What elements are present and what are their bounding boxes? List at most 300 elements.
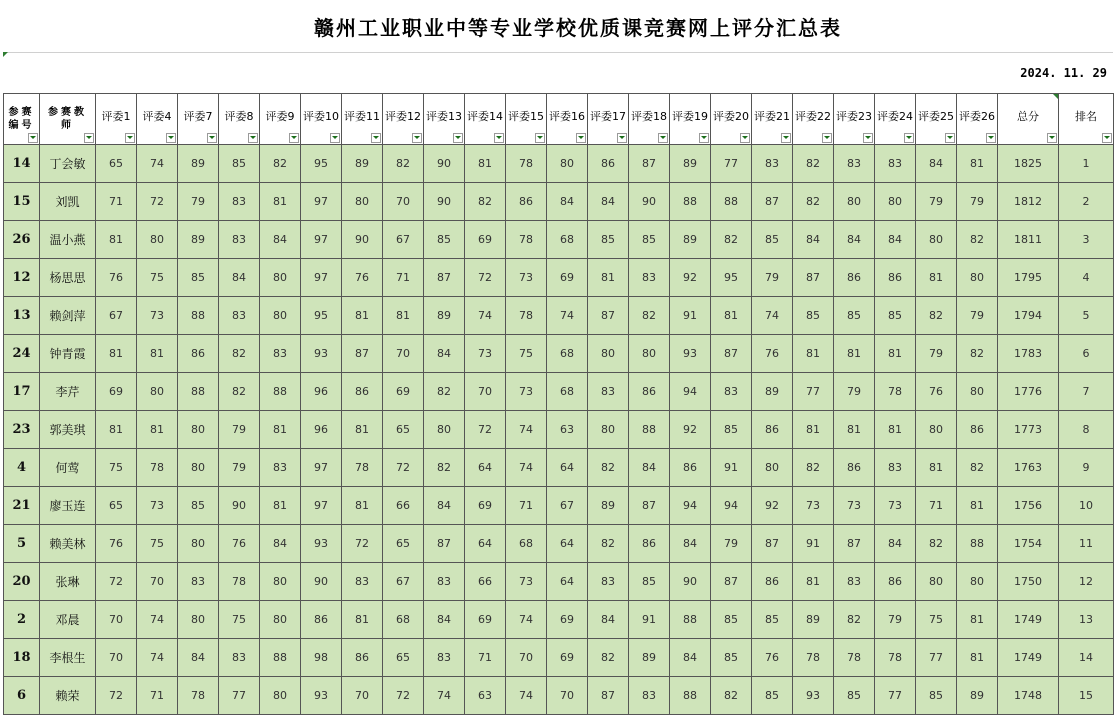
filter-dropdown-icon[interactable] xyxy=(904,133,914,143)
cell-score-judge-16[interactable]: 94 xyxy=(711,487,752,525)
cell-score-judge-14[interactable]: 83 xyxy=(629,259,670,297)
cell-score-judge-2[interactable]: 81 xyxy=(137,411,178,449)
cell-score-judge-13[interactable]: 84 xyxy=(588,601,629,639)
cell-score-judge-3[interactable]: 85 xyxy=(178,487,219,525)
filter-dropdown-icon[interactable] xyxy=(1102,133,1112,143)
cell-score-judge-6[interactable]: 97 xyxy=(301,449,342,487)
cell-score-judge-5[interactable]: 88 xyxy=(260,373,301,411)
cell-score-judge-1[interactable]: 69 xyxy=(96,373,137,411)
cell-total[interactable]: 1776 xyxy=(998,373,1059,411)
cell-name[interactable]: 何莺 xyxy=(40,449,96,487)
cell-score-judge-12[interactable]: 63 xyxy=(547,411,588,449)
cell-score-judge-5[interactable]: 80 xyxy=(260,297,301,335)
cell-score-judge-19[interactable]: 82 xyxy=(834,601,875,639)
cell-score-judge-12[interactable]: 84 xyxy=(547,183,588,221)
cell-score-judge-8[interactable]: 68 xyxy=(383,601,424,639)
cell-score-judge-20[interactable]: 86 xyxy=(875,259,916,297)
cell-name[interactable]: 钟青霞 xyxy=(40,335,96,373)
cell-score-judge-8[interactable]: 81 xyxy=(383,297,424,335)
filter-dropdown-icon[interactable] xyxy=(207,133,217,143)
cell-score-judge-4[interactable]: 83 xyxy=(219,297,260,335)
cell-score-judge-17[interactable]: 86 xyxy=(752,411,793,449)
cell-name[interactable]: 张琳 xyxy=(40,563,96,601)
cell-score-judge-13[interactable]: 83 xyxy=(588,563,629,601)
cell-score-judge-1[interactable]: 70 xyxy=(96,601,137,639)
cell-score-judge-14[interactable]: 85 xyxy=(629,563,670,601)
cell-score-judge-12[interactable]: 69 xyxy=(547,259,588,297)
cell-id[interactable]: 20 xyxy=(4,563,40,601)
cell-score-judge-22[interactable]: 88 xyxy=(957,525,998,563)
cell-score-judge-6[interactable]: 97 xyxy=(301,487,342,525)
cell-total[interactable]: 1750 xyxy=(998,563,1059,601)
cell-score-judge-16[interactable]: 77 xyxy=(711,145,752,183)
cell-id[interactable]: 24 xyxy=(4,335,40,373)
cell-score-judge-15[interactable]: 84 xyxy=(670,639,711,677)
cell-score-judge-1[interactable]: 72 xyxy=(96,677,137,715)
cell-score-judge-13[interactable]: 84 xyxy=(588,183,629,221)
cell-score-judge-8[interactable]: 65 xyxy=(383,639,424,677)
cell-score-judge-21[interactable]: 82 xyxy=(916,297,957,335)
cell-score-judge-6[interactable]: 93 xyxy=(301,335,342,373)
cell-score-judge-7[interactable]: 83 xyxy=(342,563,383,601)
cell-score-judge-20[interactable]: 78 xyxy=(875,373,916,411)
cell-score-judge-13[interactable]: 81 xyxy=(588,259,629,297)
cell-score-judge-2[interactable]: 75 xyxy=(137,259,178,297)
cell-score-judge-2[interactable]: 74 xyxy=(137,639,178,677)
cell-score-judge-10[interactable]: 70 xyxy=(465,373,506,411)
cell-score-judge-20[interactable]: 84 xyxy=(875,221,916,259)
filter-dropdown-icon[interactable] xyxy=(699,133,709,143)
cell-score-judge-11[interactable]: 73 xyxy=(506,563,547,601)
cell-score-judge-6[interactable]: 97 xyxy=(301,221,342,259)
cell-name[interactable]: 郭美琪 xyxy=(40,411,96,449)
cell-score-judge-2[interactable]: 71 xyxy=(137,677,178,715)
cell-score-judge-13[interactable]: 87 xyxy=(588,677,629,715)
cell-score-judge-6[interactable]: 98 xyxy=(301,639,342,677)
cell-score-judge-2[interactable]: 80 xyxy=(137,221,178,259)
cell-score-judge-5[interactable]: 82 xyxy=(260,145,301,183)
cell-rank[interactable]: 8 xyxy=(1059,411,1114,449)
cell-rank[interactable]: 15 xyxy=(1059,677,1114,715)
cell-total[interactable]: 1763 xyxy=(998,449,1059,487)
cell-score-judge-18[interactable]: 89 xyxy=(793,601,834,639)
cell-score-judge-20[interactable]: 83 xyxy=(875,449,916,487)
cell-score-judge-15[interactable]: 94 xyxy=(670,373,711,411)
filter-dropdown-icon[interactable] xyxy=(125,133,135,143)
cell-total[interactable]: 1783 xyxy=(998,335,1059,373)
cell-rank[interactable]: 12 xyxy=(1059,563,1114,601)
cell-score-judge-20[interactable]: 86 xyxy=(875,563,916,601)
cell-score-judge-9[interactable]: 90 xyxy=(424,145,465,183)
cell-score-judge-7[interactable]: 78 xyxy=(342,449,383,487)
cell-score-judge-18[interactable]: 81 xyxy=(793,411,834,449)
cell-score-judge-1[interactable]: 71 xyxy=(96,183,137,221)
cell-score-judge-4[interactable]: 83 xyxy=(219,221,260,259)
cell-score-judge-5[interactable]: 81 xyxy=(260,411,301,449)
cell-score-judge-12[interactable]: 68 xyxy=(547,373,588,411)
cell-score-judge-1[interactable]: 70 xyxy=(96,639,137,677)
cell-score-judge-16[interactable]: 85 xyxy=(711,639,752,677)
cell-score-judge-2[interactable]: 70 xyxy=(137,563,178,601)
filter-dropdown-icon[interactable] xyxy=(248,133,258,143)
cell-total[interactable]: 1749 xyxy=(998,639,1059,677)
cell-score-judge-20[interactable]: 84 xyxy=(875,525,916,563)
cell-score-judge-19[interactable]: 85 xyxy=(834,297,875,335)
cell-name[interactable]: 刘凯 xyxy=(40,183,96,221)
cell-rank[interactable]: 11 xyxy=(1059,525,1114,563)
cell-score-judge-4[interactable]: 76 xyxy=(219,525,260,563)
cell-score-judge-3[interactable]: 88 xyxy=(178,373,219,411)
cell-score-judge-15[interactable]: 90 xyxy=(670,563,711,601)
cell-score-judge-9[interactable]: 82 xyxy=(424,373,465,411)
cell-score-judge-17[interactable]: 87 xyxy=(752,525,793,563)
cell-score-judge-9[interactable]: 84 xyxy=(424,335,465,373)
cell-score-judge-15[interactable]: 86 xyxy=(670,449,711,487)
cell-score-judge-12[interactable]: 69 xyxy=(547,639,588,677)
filter-dropdown-icon[interactable] xyxy=(740,133,750,143)
cell-score-judge-2[interactable]: 80 xyxy=(137,373,178,411)
filter-dropdown-icon[interactable] xyxy=(781,133,791,143)
cell-id[interactable]: 26 xyxy=(4,221,40,259)
cell-score-judge-19[interactable]: 81 xyxy=(834,335,875,373)
cell-score-judge-12[interactable]: 74 xyxy=(547,297,588,335)
cell-rank[interactable]: 14 xyxy=(1059,639,1114,677)
cell-score-judge-21[interactable]: 71 xyxy=(916,487,957,525)
cell-score-judge-14[interactable]: 83 xyxy=(629,677,670,715)
cell-score-judge-17[interactable]: 76 xyxy=(752,639,793,677)
cell-score-judge-3[interactable]: 80 xyxy=(178,449,219,487)
filter-dropdown-icon[interactable] xyxy=(289,133,299,143)
cell-score-judge-11[interactable]: 78 xyxy=(506,221,547,259)
cell-score-judge-14[interactable]: 88 xyxy=(629,411,670,449)
cell-score-judge-22[interactable]: 81 xyxy=(957,601,998,639)
cell-score-judge-15[interactable]: 94 xyxy=(670,487,711,525)
cell-score-judge-10[interactable]: 64 xyxy=(465,525,506,563)
cell-score-judge-17[interactable]: 80 xyxy=(752,449,793,487)
filter-dropdown-icon[interactable] xyxy=(535,133,545,143)
cell-id[interactable]: 6 xyxy=(4,677,40,715)
cell-name[interactable]: 赖美林 xyxy=(40,525,96,563)
cell-total[interactable]: 1749 xyxy=(998,601,1059,639)
cell-score-judge-9[interactable]: 89 xyxy=(424,297,465,335)
cell-score-judge-3[interactable]: 88 xyxy=(178,297,219,335)
cell-id[interactable]: 2 xyxy=(4,601,40,639)
cell-score-judge-10[interactable]: 64 xyxy=(465,449,506,487)
cell-score-judge-2[interactable]: 74 xyxy=(137,145,178,183)
cell-score-judge-7[interactable]: 80 xyxy=(342,183,383,221)
cell-score-judge-8[interactable]: 72 xyxy=(383,449,424,487)
cell-total[interactable]: 1811 xyxy=(998,221,1059,259)
cell-score-judge-11[interactable]: 78 xyxy=(506,297,547,335)
cell-total[interactable]: 1794 xyxy=(998,297,1059,335)
cell-score-judge-22[interactable]: 80 xyxy=(957,373,998,411)
cell-score-judge-10[interactable]: 71 xyxy=(465,639,506,677)
cell-score-judge-22[interactable]: 82 xyxy=(957,221,998,259)
cell-score-judge-17[interactable]: 85 xyxy=(752,677,793,715)
cell-score-judge-10[interactable]: 72 xyxy=(465,411,506,449)
cell-score-judge-19[interactable]: 86 xyxy=(834,449,875,487)
cell-score-judge-11[interactable]: 71 xyxy=(506,487,547,525)
cell-score-judge-12[interactable]: 80 xyxy=(547,145,588,183)
cell-score-judge-11[interactable]: 70 xyxy=(506,639,547,677)
cell-score-judge-1[interactable]: 75 xyxy=(96,449,137,487)
cell-score-judge-9[interactable]: 84 xyxy=(424,601,465,639)
cell-score-judge-12[interactable]: 64 xyxy=(547,563,588,601)
cell-total[interactable]: 1795 xyxy=(998,259,1059,297)
cell-score-judge-3[interactable]: 80 xyxy=(178,601,219,639)
cell-score-judge-17[interactable]: 79 xyxy=(752,259,793,297)
cell-score-judge-5[interactable]: 80 xyxy=(260,601,301,639)
cell-score-judge-18[interactable]: 73 xyxy=(793,487,834,525)
cell-score-judge-8[interactable]: 67 xyxy=(383,563,424,601)
cell-score-judge-5[interactable]: 84 xyxy=(260,525,301,563)
cell-score-judge-18[interactable]: 81 xyxy=(793,335,834,373)
cell-score-judge-19[interactable]: 84 xyxy=(834,221,875,259)
cell-score-judge-22[interactable]: 82 xyxy=(957,449,998,487)
cell-score-judge-4[interactable]: 85 xyxy=(219,145,260,183)
cell-score-judge-17[interactable]: 85 xyxy=(752,221,793,259)
cell-score-judge-8[interactable]: 65 xyxy=(383,411,424,449)
cell-score-judge-14[interactable]: 85 xyxy=(629,221,670,259)
cell-score-judge-10[interactable]: 63 xyxy=(465,677,506,715)
cell-score-judge-20[interactable]: 79 xyxy=(875,601,916,639)
cell-total[interactable]: 1754 xyxy=(998,525,1059,563)
cell-score-judge-13[interactable]: 80 xyxy=(588,411,629,449)
cell-score-judge-11[interactable]: 74 xyxy=(506,677,547,715)
cell-score-judge-16[interactable]: 81 xyxy=(711,297,752,335)
cell-score-judge-18[interactable]: 84 xyxy=(793,221,834,259)
cell-score-judge-7[interactable]: 70 xyxy=(342,677,383,715)
cell-score-judge-19[interactable]: 78 xyxy=(834,639,875,677)
cell-score-judge-20[interactable]: 73 xyxy=(875,487,916,525)
cell-score-judge-18[interactable]: 85 xyxy=(793,297,834,335)
cell-rank[interactable]: 1 xyxy=(1059,145,1114,183)
cell-rank[interactable]: 10 xyxy=(1059,487,1114,525)
cell-score-judge-20[interactable]: 80 xyxy=(875,183,916,221)
cell-name[interactable]: 廖玉连 xyxy=(40,487,96,525)
cell-score-judge-16[interactable]: 95 xyxy=(711,259,752,297)
cell-score-judge-10[interactable]: 69 xyxy=(465,487,506,525)
cell-score-judge-19[interactable]: 83 xyxy=(834,563,875,601)
cell-score-judge-13[interactable]: 89 xyxy=(588,487,629,525)
cell-score-judge-21[interactable]: 80 xyxy=(916,221,957,259)
cell-score-judge-1[interactable]: 76 xyxy=(96,525,137,563)
cell-score-judge-14[interactable]: 86 xyxy=(629,525,670,563)
cell-score-judge-3[interactable]: 80 xyxy=(178,525,219,563)
filter-dropdown-icon[interactable] xyxy=(371,133,381,143)
cell-score-judge-3[interactable]: 80 xyxy=(178,411,219,449)
cell-score-judge-19[interactable]: 87 xyxy=(834,525,875,563)
cell-score-judge-6[interactable]: 86 xyxy=(301,601,342,639)
cell-score-judge-8[interactable]: 82 xyxy=(383,145,424,183)
cell-score-judge-17[interactable]: 74 xyxy=(752,297,793,335)
cell-name[interactable]: 杨思思 xyxy=(40,259,96,297)
cell-score-judge-6[interactable]: 93 xyxy=(301,525,342,563)
cell-score-judge-19[interactable]: 85 xyxy=(834,677,875,715)
cell-score-judge-15[interactable]: 92 xyxy=(670,411,711,449)
cell-score-judge-9[interactable]: 82 xyxy=(424,449,465,487)
cell-score-judge-18[interactable]: 93 xyxy=(793,677,834,715)
cell-score-judge-14[interactable]: 91 xyxy=(629,601,670,639)
cell-score-judge-6[interactable]: 90 xyxy=(301,563,342,601)
cell-score-judge-15[interactable]: 89 xyxy=(670,221,711,259)
cell-score-judge-16[interactable]: 82 xyxy=(711,221,752,259)
filter-dropdown-icon[interactable] xyxy=(945,133,955,143)
cell-score-judge-21[interactable]: 76 xyxy=(916,373,957,411)
cell-score-judge-20[interactable]: 78 xyxy=(875,639,916,677)
cell-score-judge-11[interactable]: 74 xyxy=(506,411,547,449)
cell-score-judge-14[interactable]: 80 xyxy=(629,335,670,373)
filter-dropdown-icon[interactable] xyxy=(576,133,586,143)
cell-score-judge-4[interactable]: 83 xyxy=(219,639,260,677)
cell-score-judge-7[interactable]: 89 xyxy=(342,145,383,183)
cell-score-judge-21[interactable]: 84 xyxy=(916,145,957,183)
filter-dropdown-icon[interactable] xyxy=(84,133,94,143)
cell-score-judge-5[interactable]: 83 xyxy=(260,335,301,373)
cell-score-judge-16[interactable]: 85 xyxy=(711,411,752,449)
filter-dropdown-icon[interactable] xyxy=(986,133,996,143)
cell-score-judge-12[interactable]: 64 xyxy=(547,525,588,563)
cell-rank[interactable]: 9 xyxy=(1059,449,1114,487)
cell-score-judge-16[interactable]: 91 xyxy=(711,449,752,487)
cell-score-judge-18[interactable]: 78 xyxy=(793,639,834,677)
cell-score-judge-10[interactable]: 74 xyxy=(465,297,506,335)
cell-score-judge-16[interactable]: 87 xyxy=(711,563,752,601)
cell-score-judge-11[interactable]: 68 xyxy=(506,525,547,563)
cell-score-judge-15[interactable]: 93 xyxy=(670,335,711,373)
cell-score-judge-6[interactable]: 96 xyxy=(301,373,342,411)
cell-total[interactable]: 1812 xyxy=(998,183,1059,221)
cell-score-judge-9[interactable]: 90 xyxy=(424,183,465,221)
cell-score-judge-17[interactable]: 86 xyxy=(752,563,793,601)
cell-score-judge-18[interactable]: 87 xyxy=(793,259,834,297)
cell-score-judge-13[interactable]: 82 xyxy=(588,449,629,487)
cell-score-judge-16[interactable]: 87 xyxy=(711,335,752,373)
cell-score-judge-9[interactable]: 87 xyxy=(424,259,465,297)
cell-score-judge-11[interactable]: 74 xyxy=(506,601,547,639)
cell-score-judge-4[interactable]: 90 xyxy=(219,487,260,525)
cell-score-judge-22[interactable]: 79 xyxy=(957,297,998,335)
cell-name[interactable]: 丁会敏 xyxy=(40,145,96,183)
filter-dropdown-icon[interactable] xyxy=(28,133,38,143)
cell-score-judge-1[interactable]: 72 xyxy=(96,563,137,601)
cell-id[interactable]: 4 xyxy=(4,449,40,487)
cell-score-judge-19[interactable]: 86 xyxy=(834,259,875,297)
cell-score-judge-19[interactable]: 80 xyxy=(834,183,875,221)
cell-score-judge-14[interactable]: 86 xyxy=(629,373,670,411)
cell-score-judge-12[interactable]: 64 xyxy=(547,449,588,487)
cell-rank[interactable]: 4 xyxy=(1059,259,1114,297)
cell-score-judge-22[interactable]: 81 xyxy=(957,487,998,525)
cell-score-judge-16[interactable]: 85 xyxy=(711,601,752,639)
cell-id[interactable]: 18 xyxy=(4,639,40,677)
filter-dropdown-icon[interactable] xyxy=(863,133,873,143)
cell-id[interactable]: 17 xyxy=(4,373,40,411)
cell-score-judge-7[interactable]: 86 xyxy=(342,373,383,411)
cell-score-judge-14[interactable]: 82 xyxy=(629,297,670,335)
cell-score-judge-8[interactable]: 69 xyxy=(383,373,424,411)
cell-score-judge-19[interactable]: 73 xyxy=(834,487,875,525)
cell-score-judge-9[interactable]: 87 xyxy=(424,525,465,563)
cell-score-judge-4[interactable]: 77 xyxy=(219,677,260,715)
filter-dropdown-icon[interactable] xyxy=(617,133,627,143)
cell-rank[interactable]: 2 xyxy=(1059,183,1114,221)
cell-score-judge-4[interactable]: 82 xyxy=(219,335,260,373)
cell-score-judge-2[interactable]: 75 xyxy=(137,525,178,563)
cell-score-judge-10[interactable]: 69 xyxy=(465,601,506,639)
cell-score-judge-12[interactable]: 68 xyxy=(547,221,588,259)
cell-score-judge-1[interactable]: 76 xyxy=(96,259,137,297)
cell-score-judge-1[interactable]: 81 xyxy=(96,411,137,449)
cell-score-judge-4[interactable]: 75 xyxy=(219,601,260,639)
cell-score-judge-21[interactable]: 81 xyxy=(916,449,957,487)
cell-score-judge-21[interactable]: 79 xyxy=(916,183,957,221)
cell-name[interactable]: 李根生 xyxy=(40,639,96,677)
cell-score-judge-2[interactable]: 74 xyxy=(137,601,178,639)
cell-score-judge-2[interactable]: 81 xyxy=(137,335,178,373)
filter-dropdown-icon[interactable] xyxy=(453,133,463,143)
cell-score-judge-2[interactable]: 72 xyxy=(137,183,178,221)
cell-score-judge-18[interactable]: 91 xyxy=(793,525,834,563)
cell-score-judge-5[interactable]: 80 xyxy=(260,563,301,601)
cell-score-judge-7[interactable]: 76 xyxy=(342,259,383,297)
cell-score-judge-6[interactable]: 97 xyxy=(301,259,342,297)
cell-score-judge-11[interactable]: 73 xyxy=(506,373,547,411)
cell-score-judge-9[interactable]: 85 xyxy=(424,221,465,259)
cell-score-judge-22[interactable]: 89 xyxy=(957,677,998,715)
cell-total[interactable]: 1756 xyxy=(998,487,1059,525)
cell-score-judge-16[interactable]: 82 xyxy=(711,677,752,715)
cell-score-judge-19[interactable]: 83 xyxy=(834,145,875,183)
cell-score-judge-10[interactable]: 72 xyxy=(465,259,506,297)
cell-score-judge-21[interactable]: 79 xyxy=(916,335,957,373)
cell-score-judge-3[interactable]: 85 xyxy=(178,259,219,297)
cell-score-judge-9[interactable]: 83 xyxy=(424,639,465,677)
filter-dropdown-icon[interactable] xyxy=(822,133,832,143)
cell-score-judge-11[interactable]: 86 xyxy=(506,183,547,221)
cell-score-judge-13[interactable]: 82 xyxy=(588,525,629,563)
cell-score-judge-1[interactable]: 65 xyxy=(96,487,137,525)
cell-score-judge-14[interactable]: 90 xyxy=(629,183,670,221)
filter-dropdown-icon[interactable] xyxy=(658,133,668,143)
cell-rank[interactable]: 7 xyxy=(1059,373,1114,411)
cell-score-judge-20[interactable]: 85 xyxy=(875,297,916,335)
cell-score-judge-7[interactable]: 81 xyxy=(342,411,383,449)
cell-score-judge-8[interactable]: 71 xyxy=(383,259,424,297)
cell-id[interactable]: 5 xyxy=(4,525,40,563)
cell-score-judge-6[interactable]: 97 xyxy=(301,183,342,221)
cell-score-judge-10[interactable]: 81 xyxy=(465,145,506,183)
cell-score-judge-4[interactable]: 78 xyxy=(219,563,260,601)
cell-score-judge-15[interactable]: 88 xyxy=(670,601,711,639)
cell-score-judge-9[interactable]: 84 xyxy=(424,487,465,525)
cell-score-judge-15[interactable]: 88 xyxy=(670,183,711,221)
cell-score-judge-15[interactable]: 88 xyxy=(670,677,711,715)
cell-score-judge-17[interactable]: 83 xyxy=(752,145,793,183)
cell-score-judge-4[interactable]: 79 xyxy=(219,411,260,449)
cell-score-judge-20[interactable]: 81 xyxy=(875,411,916,449)
cell-id[interactable]: 21 xyxy=(4,487,40,525)
cell-score-judge-14[interactable]: 87 xyxy=(629,487,670,525)
cell-score-judge-21[interactable]: 82 xyxy=(916,525,957,563)
cell-id[interactable]: 13 xyxy=(4,297,40,335)
cell-score-judge-13[interactable]: 83 xyxy=(588,373,629,411)
cell-score-judge-6[interactable]: 96 xyxy=(301,411,342,449)
cell-score-judge-3[interactable]: 86 xyxy=(178,335,219,373)
cell-id[interactable]: 12 xyxy=(4,259,40,297)
cell-score-judge-7[interactable]: 86 xyxy=(342,639,383,677)
cell-score-judge-14[interactable]: 87 xyxy=(629,145,670,183)
